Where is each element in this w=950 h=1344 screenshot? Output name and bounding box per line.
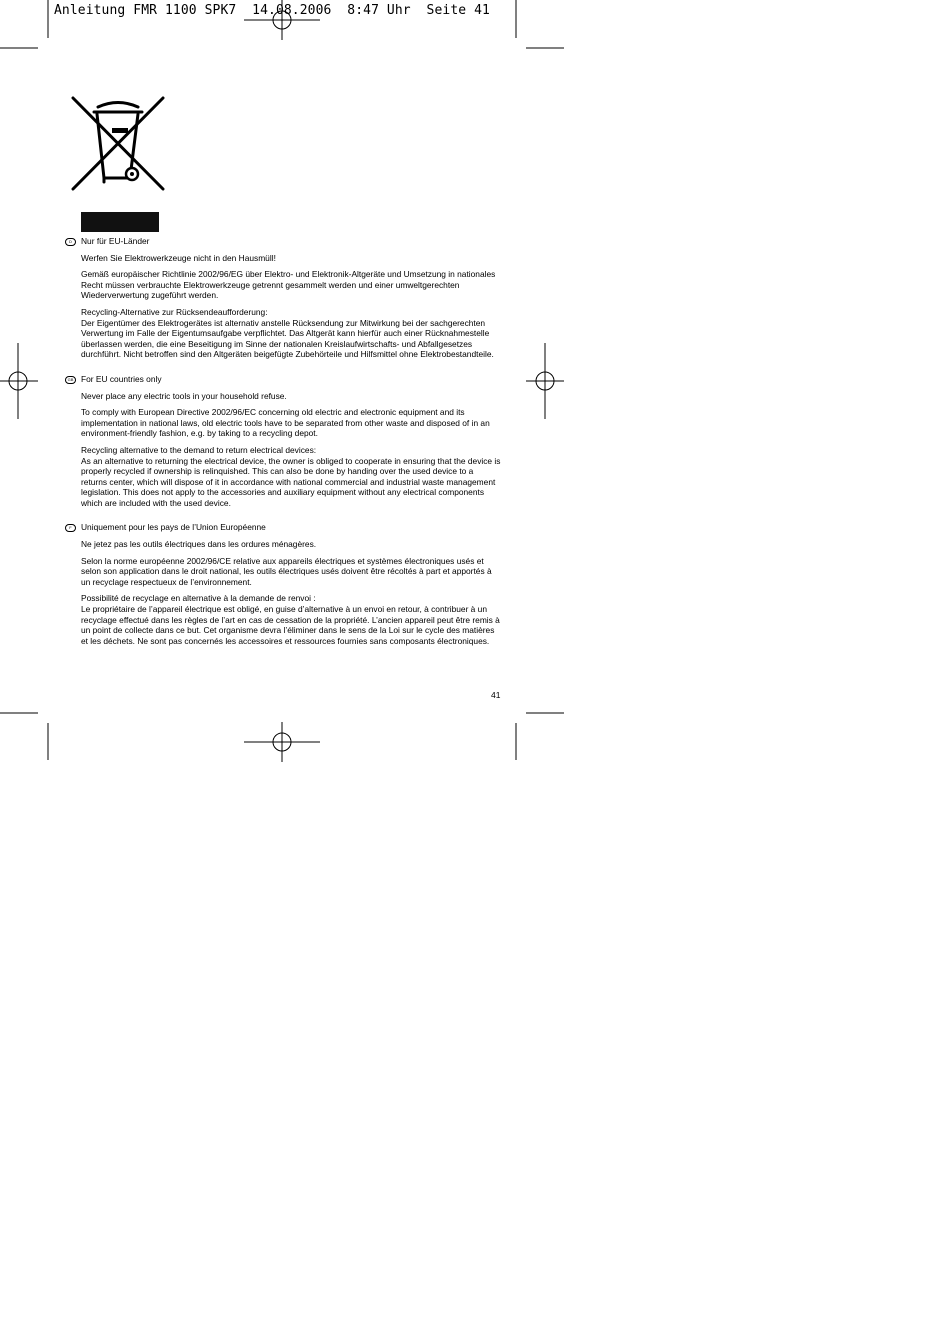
paragraph: Never place any electric tools in your household refuse. bbox=[81, 390, 287, 401]
language-badge: D bbox=[65, 238, 76, 246]
paragraph bbox=[81, 307, 501, 360]
page-number: 41 bbox=[491, 690, 501, 700]
paragraph-body: Le propriétaire de l’appareil électrique est obligé, en guise d’alternative à un envoi en retour, à contribuer à un recyclage effectué dans les règles de l’art en cas de cessation de la propriété. L’ancien appareil peut être remis à un point de collecte dans ce but. Cet organisme devra l’éliminer dans le sens de la Loi sur le cycle des matières et les déchets. Ne sont pas concernés les accessoires et ressources fournies sans composants électroniques. bbox=[81, 604, 500, 646]
section-heading: For EU countries only bbox=[81, 373, 162, 384]
paragraph-title: Recycling-Alternative zur Rücksendeaufforderung: bbox=[81, 306, 268, 317]
paragraph: Selon la norme européenne 2002/96/CE relative aux appareils électriques et systèmes électroniques usés et selon son application dans le droit national, les outils électriques usés doivent être récoltés à part et apportés à un recyclage respectueux de l’environnement. bbox=[81, 555, 492, 587]
paragraph bbox=[81, 593, 501, 646]
paragraph: Ne jetez pas les outils électriques dans les ordures ménagères. bbox=[81, 539, 317, 550]
crossed-out-wheelie-bin-icon bbox=[70, 96, 166, 194]
black-marker-bar bbox=[81, 212, 159, 232]
section-english bbox=[67, 373, 501, 509]
text-column bbox=[67, 236, 501, 660]
paragraph: Gemäß europäischer Richtlinie 2002/96/EG über Elektro- und Elektronik-Altgeräte und Umsetzung in nationales Recht müssen verbrauchte Elektrowerkzeuge getrennt gesammelt werden und einer umweltgerechten Wiederverwertung zugeführt werden. bbox=[81, 269, 496, 301]
paragraph-body: As an alternative to returning the electrical device, the owner is obliged to cooperate in ensuring that the device is properly recycled if ownership is relinquished. This can also be done by handing over the used device to a returns center, which will dispose of it in accordance with national commercial and industrial waste management legislation. This does not apply to the accessories and auxiliary equipment without any electrical components which are included with the used device. bbox=[81, 455, 501, 508]
section-french bbox=[69, 522, 501, 646]
paragraph bbox=[81, 445, 501, 509]
paragraph-title: Recycling alternative to the demand to return electrical devices: bbox=[81, 444, 317, 455]
language-badge: F bbox=[65, 524, 76, 532]
language-badge: GB bbox=[65, 376, 76, 384]
section-heading: Uniquement pour les pays de l’Union Européenne bbox=[81, 522, 266, 533]
paragraph-body: Der Eigentümer des Elektrogerätes ist alternativ anstelle Rücksendung zur Mitwirkung bei der sachgerechten Verwertung im Falle der Eigentumsaufgabe verpflichtet. Das Altgerät kann hierfür auch einer Rücknahmestelle überlassen werden, die eine Beseitigung im Sinne der nationalen Kreislaufwirtschafts- und Abfallgesetzes durchführt. Nicht betroffen sind den Altgeräten beigefügte Zubehörteile und Hilfsmittel ohne Elektrobestandteile. bbox=[81, 317, 494, 360]
paragraph-title: Possibilité de recyclage en alternative à la demande de renvoi : bbox=[81, 593, 316, 604]
paragraph: Werfen Sie Elektrowerkzeuge nicht in den Hausmüll! bbox=[81, 252, 276, 263]
paragraph: To comply with European Directive 2002/96/EC concerning old electric and electronic equipment and its implementation in national laws, old electric tools have to be separated from other waste and disposed of in an environment-friendly fashion, e.g. by taking to a recycling depot. bbox=[81, 407, 490, 439]
print-slug-line: Anleitung FMR 1100 SPK7 14.08.2006 8:47 Uhr Seite 41 bbox=[54, 3, 490, 18]
section-german bbox=[69, 236, 501, 360]
section-heading: Nur für EU-Länder bbox=[81, 236, 150, 246]
